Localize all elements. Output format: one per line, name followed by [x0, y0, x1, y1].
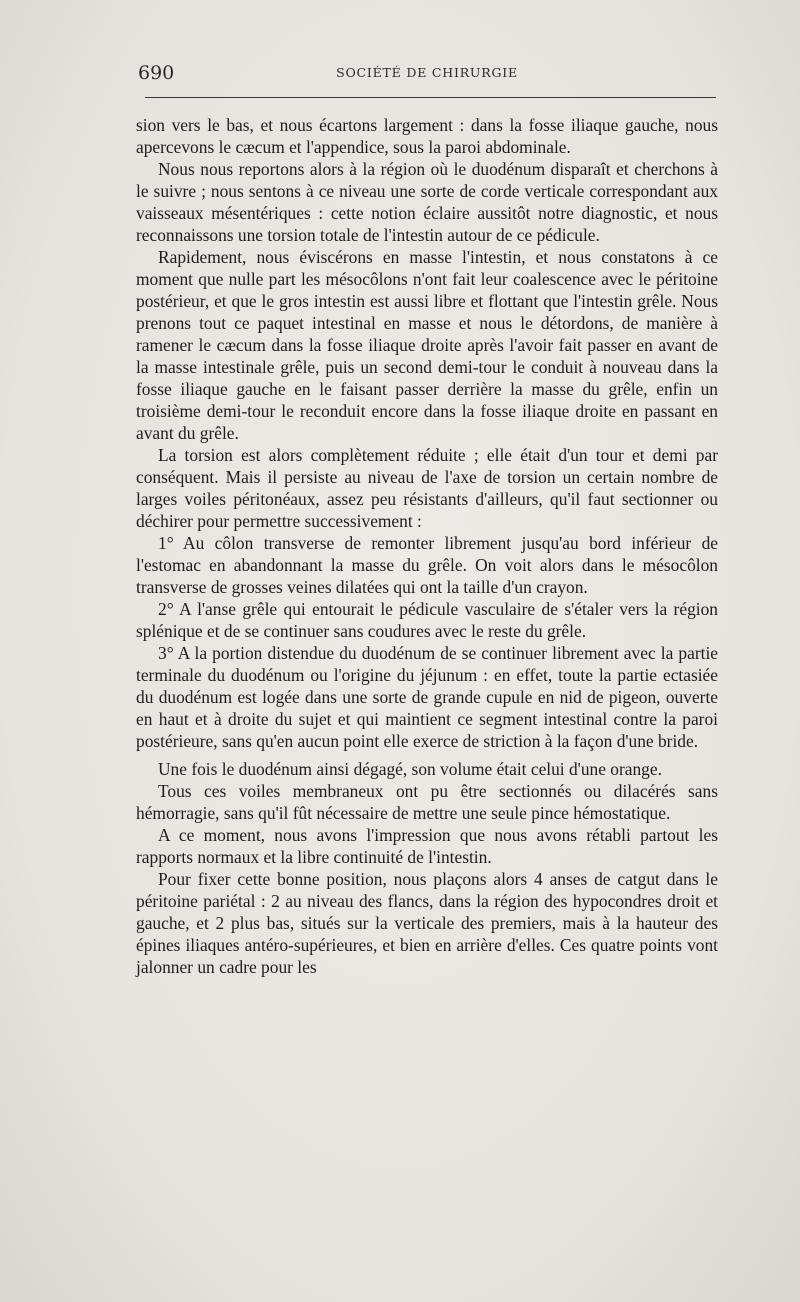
paragraph-10: A ce moment, nous avons l'impression que nous avons rétabli partout les rapports normaux et la libre continuité de l'intestin. [136, 825, 718, 867]
paragraph-5: 1° Au côlon transverse de remonter librement jusqu'au bord inférieur de l'estomac en abandonnant la masse du grêle. On voit alors dans le mésocôlon transverse de grosses veines dilatées qui ont la taille d'un crayon. [136, 533, 718, 597]
paragraph-1: sion vers le bas, et nous écartons largement : dans la fosse iliaque gauche, nous apercevons le cæcum et l'appendice, sous la paroi abdominale. [136, 115, 718, 157]
paragraph-6: 2° A l'anse grêle qui entourait le pédicule vasculaire de s'étaler vers la région splénique et de se continuer sans coudures avec le reste du grêle. [136, 599, 718, 641]
paragraph-4: La torsion est alors complètement réduite ; elle était d'un tour et demi par conséquent. Mais il persiste au niveau de l'axe de torsion un certain nombre de larges voiles péritonéaux, assez peu résistants d'ailleurs, qu'il faut sectionner ou déchirer pour permettre successivement : [136, 445, 718, 531]
paragraph-3: Rapidement, nous éviscérons en masse l'intestin, et nous constatons à ce moment que nulle part les mésocôlons n'ont fait leur coalescence avec le péritoine postérieur, et que le gros intestin est aussi libre et flottant que l'intestin grêle. Nous prenons tout ce paquet intestinal en masse et nous le détordons, de manière à ramener le cæcum dans la fosse iliaque droite après l'avoir fait passer en avant de la masse intestinale grêle, puis un second demi-tour le conduit à nouveau dans la fosse iliaque gauche en le faisant passer derrière la masse du grêle, enfin un troisième demi-tour le reconduit encore dans la fosse iliaque droite en passant en avant du grêle. [136, 247, 718, 443]
page-number: 690 [138, 62, 175, 84]
running-title: SOCIÉTÉ DE CHIRURGIE [336, 65, 518, 80]
page-header [138, 62, 716, 86]
paragraph-8: Une fois le duodénum ainsi dégagé, son volume était celui d'une orange. [158, 759, 662, 779]
header-rule [145, 97, 716, 98]
paragraph-9: Tous ces voiles membraneux ont pu être sectionnés ou dilacérés sans hémorragie, sans qu'il fût nécessaire de mettre une seule pince hémostatique. [136, 781, 718, 823]
paragraph-7: 3° A la portion distendue du duodénum de se continuer librement avec la partie terminale du duodénum ou l'origine du jéjunum : en effet, toute la partie ectasiée du duodénum est logée dans une sorte de grande cupule en nid de pigeon, ouverte en haut et à droite du sujet et qui maintient ce segment intestinal contre la paroi postérieure, sans qu'en aucun point elle exerce de striction à la façon d'une bride. [136, 643, 718, 751]
paragraph-2: Nous nous reportons alors à la région où le duodénum disparaît et cherchons à le suivre ; nous sentons à ce niveau une sorte de corde verticale correspondant aux vaisseaux mésentériques : cette notion éclaire aussitôt notre diagnostic, et nous reconnaissons une torsion totale de l'intestin autour de ce pédicule. [136, 159, 718, 245]
body-text [136, 114, 718, 978]
paragraph-11: Pour fixer cette bonne position, nous plaçons alors 4 anses de catgut dans le péritoine pariétal : 2 au niveau des flancs, dans la région des hypocondres droit et gauche, et 2 plus bas, situés sur la verticale des premiers, mais à la hauteur des épines iliaques antéro-supérieures, et bien en arrière d'elles. Ces quatre points vont jalonner un cadre pour les [136, 869, 718, 977]
